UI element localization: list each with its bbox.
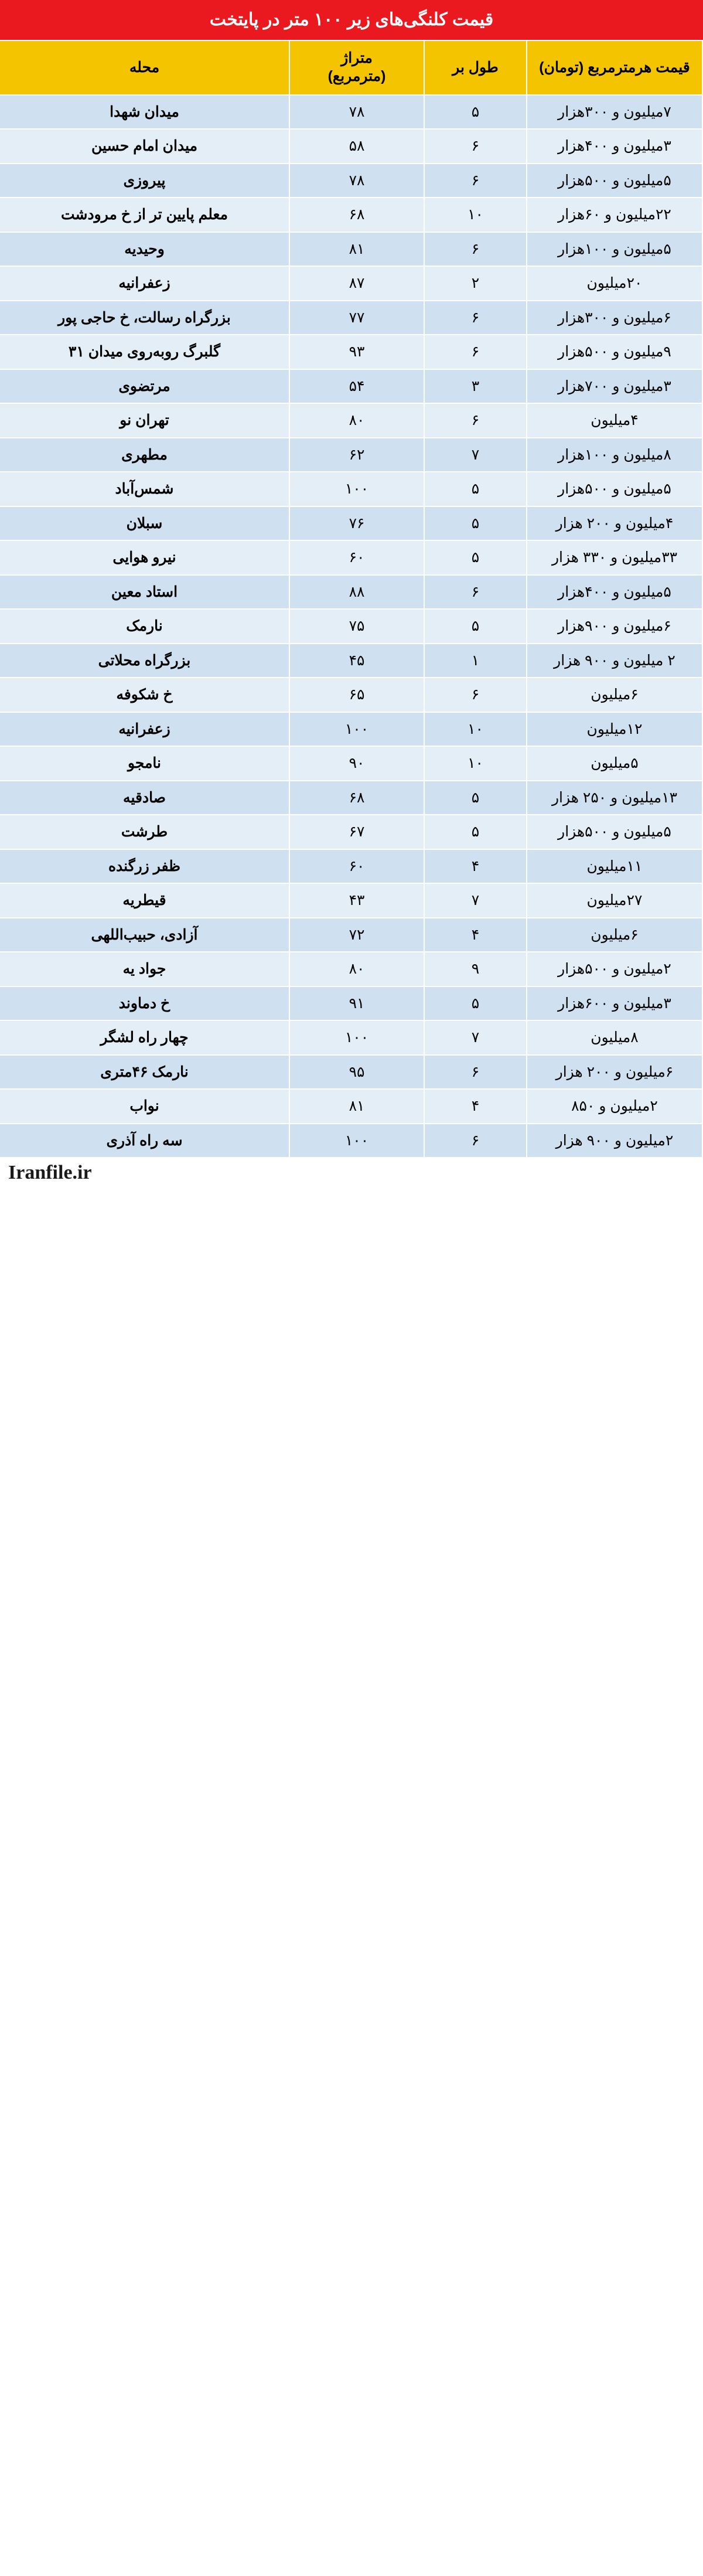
table-row [0,609,702,644]
cell-area: ۶۸ [289,781,424,815]
cell-price: ۵میلیون و ۵۰۰هزار [527,472,702,506]
cell-hood: نیرو هوایی [0,540,289,575]
column-header-length: طول بر [424,40,527,95]
cell-price: ۳میلیون و ۴۰۰هزار [527,129,702,164]
cell-price: ۲میلیون و ۸۵۰ [527,1089,702,1124]
cell-area: ۱۰۰ [289,472,424,506]
table-row [0,540,702,575]
cell-area: ۶۸ [289,198,424,232]
cell-area: ۷۲ [289,918,424,952]
cell-area: ۷۸ [289,164,424,198]
cell-hood: زعفرانیه [0,266,289,301]
cell-length: ۷ [424,883,527,918]
cell-price: ۵میلیون و ۱۰۰هزار [527,232,702,267]
cell-length: ۱۰ [424,746,527,781]
table-row [0,129,702,164]
cell-hood: پیروزی [0,164,289,198]
cell-area: ۸۰ [289,952,424,986]
table-header [0,40,702,95]
cell-length: ۶ [424,129,527,164]
cell-price: ۶میلیون و ۳۰۰هزار [527,301,702,335]
cell-price: ۷میلیون و ۳۰۰هزار [527,95,702,130]
cell-price: ۴میلیون [527,403,702,438]
cell-hood: ظفر زرگنده [0,849,289,884]
table-row [0,781,702,815]
table-row [0,301,702,335]
table-header-row [0,40,702,95]
cell-length: ۵ [424,540,527,575]
table-row [0,918,702,952]
cell-area: ۵۸ [289,129,424,164]
cell-length: ۷ [424,1020,527,1055]
table-row [0,1055,702,1090]
cell-price: ۶میلیون و ۹۰۰هزار [527,609,702,644]
table-row [0,644,702,678]
cell-length: ۴ [424,918,527,952]
cell-length: ۶ [424,335,527,369]
cell-price: ۹میلیون و ۵۰۰هزار [527,335,702,369]
cell-price: ۱۳میلیون و ۲۵۰ هزار [527,781,702,815]
table-row [0,883,702,918]
cell-length: ۴ [424,849,527,884]
cell-length: ۵ [424,609,527,644]
cell-hood: نامجو [0,746,289,781]
cell-hood: معلم پایین تر از خ مرودشت [0,198,289,232]
table-row [0,403,702,438]
table-body [0,95,702,1158]
cell-length: ۱۰ [424,198,527,232]
cell-area: ۶۷ [289,815,424,849]
table-row [0,712,702,747]
cell-length: ۵ [424,781,527,815]
cell-hood: نارمک ۴۶متری [0,1055,289,1090]
cell-hood: نارمک [0,609,289,644]
cell-area: ۸۸ [289,575,424,610]
table-row [0,369,702,404]
cell-hood: بزرگراه محلاتی [0,644,289,678]
cell-price: ۳۳میلیون و ۳۳۰ هزار [527,540,702,575]
cell-length: ۵ [424,472,527,506]
cell-area: ۸۱ [289,1089,424,1124]
cell-price: ۱۱میلیون [527,849,702,884]
page-title: قیمت کلنگی‌های زیر ۱۰۰ متر در پایتخت [0,0,703,40]
cell-price: ۳میلیون و ۶۰۰هزار [527,986,702,1021]
cell-length: ۴ [424,1089,527,1124]
cell-hood: قیطریه [0,883,289,918]
cell-area: ۸۷ [289,266,424,301]
cell-hood: زعفرانیه [0,712,289,747]
cell-price: ۶میلیون و ۲۰۰ هزار [527,1055,702,1090]
table-row [0,438,702,472]
cell-price: ۲میلیون و ۹۰۰ هزار [527,1124,702,1158]
cell-hood: سبلان [0,506,289,541]
cell-length: ۶ [424,301,527,335]
cell-area: ۶۵ [289,678,424,712]
cell-area: ۹۰ [289,746,424,781]
cell-length: ۵ [424,815,527,849]
cell-price: ۵میلیون و ۵۰۰هزار [527,815,702,849]
cell-hood: میدان امام حسین [0,129,289,164]
cell-price: ۸میلیون [527,1020,702,1055]
table-row [0,164,702,198]
cell-area: ۶۰ [289,849,424,884]
cell-hood: تهران نو [0,403,289,438]
cell-length: ۶ [424,678,527,712]
column-header-hood: محله [0,40,289,95]
table-row [0,849,702,884]
table-row [0,815,702,849]
cell-area: ۶۲ [289,438,424,472]
table-row [0,575,702,610]
cell-length: ۵ [424,986,527,1021]
table-row [0,472,702,506]
table-row [0,1124,702,1158]
cell-area: ۷۷ [289,301,424,335]
cell-area: ۱۰۰ [289,712,424,747]
cell-price: ۱۲میلیون [527,712,702,747]
cell-area: ۸۱ [289,232,424,267]
cell-length: ۶ [424,1124,527,1158]
cell-hood: مطهری [0,438,289,472]
cell-price: ۵میلیون و ۵۰۰هزار [527,164,702,198]
table-row [0,952,702,986]
table-row [0,746,702,781]
cell-length: ۱ [424,644,527,678]
table-row [0,266,702,301]
cell-price: ۸میلیون و ۱۰۰هزار [527,438,702,472]
table-row [0,335,702,369]
cell-area: ۶۰ [289,540,424,575]
column-header-area: متراژ (مترمربع) [289,40,424,95]
cell-hood: صادقیه [0,781,289,815]
cell-price: ۲۲میلیون و ۶۰هزار [527,198,702,232]
table-row [0,986,702,1021]
cell-length: ۶ [424,164,527,198]
cell-hood: گلبرگ روبه‌روی میدان ۳۱ [0,335,289,369]
cell-hood: شمس‌آباد [0,472,289,506]
cell-hood: آزادی، حبیب‌اللهی [0,918,289,952]
cell-hood: بزرگراه رسالت، خ حاجی پور [0,301,289,335]
table-row [0,198,702,232]
cell-price: ۳میلیون و ۷۰۰هزار [527,369,702,404]
cell-length: ۹ [424,952,527,986]
cell-length: ۶ [424,1055,527,1090]
cell-length: ۵ [424,506,527,541]
cell-hood: خ شکوفه [0,678,289,712]
table-row [0,95,702,130]
cell-length: ۳ [424,369,527,404]
cell-price: ۲۷میلیون [527,883,702,918]
cell-area: ۷۶ [289,506,424,541]
cell-price: ۵میلیون [527,746,702,781]
column-header-price: قیمت هرمترمربع (تومان) [527,40,702,95]
cell-length: ۶ [424,403,527,438]
cell-hood: چهار راه لشگر [0,1020,289,1055]
cell-area: ۸۰ [289,403,424,438]
site-brand: Iranfile.ir [8,1162,92,1183]
cell-price: ۶میلیون [527,918,702,952]
cell-length: ۶ [424,575,527,610]
cell-length: ۶ [424,232,527,267]
cell-hood: سه راه آذری [0,1124,289,1158]
cell-area: ۷۵ [289,609,424,644]
cell-hood: میدان شهدا [0,95,289,130]
table-row [0,1020,702,1055]
cell-hood: خ دماوند [0,986,289,1021]
cell-price: ۴میلیون و ۲۰۰ هزار [527,506,702,541]
cell-hood: نواب [0,1089,289,1124]
table-row [0,1089,702,1124]
cell-hood: طرشت [0,815,289,849]
price-table [0,40,703,1158]
cell-area: ۱۰۰ [289,1124,424,1158]
cell-length: ۱۰ [424,712,527,747]
cell-area: ۵۴ [289,369,424,404]
cell-area: ۷۸ [289,95,424,130]
cell-hood: مرتضوی [0,369,289,404]
cell-area: ۹۱ [289,986,424,1021]
cell-price: ۶میلیون [527,678,702,712]
cell-length: ۷ [424,438,527,472]
cell-price: ۲۰میلیون [527,266,702,301]
cell-hood: استاد معین [0,575,289,610]
cell-length: ۵ [424,95,527,130]
cell-area: ۹۳ [289,335,424,369]
price-table-page [0,0,703,1190]
table-row [0,678,702,712]
cell-hood: جواد یه [0,952,289,986]
cell-price: ۲ میلیون و ۹۰۰ هزار [527,644,702,678]
cell-area: ۹۵ [289,1055,424,1090]
cell-length: ۲ [424,266,527,301]
table-row [0,232,702,267]
cell-area: ۱۰۰ [289,1020,424,1055]
table-row [0,506,702,541]
cell-hood: وحیدیه [0,232,289,267]
cell-area: ۴۵ [289,644,424,678]
cell-area: ۴۳ [289,883,424,918]
cell-price: ۵میلیون و ۴۰۰هزار [527,575,702,610]
cell-price: ۲میلیون و ۵۰۰هزار [527,952,702,986]
